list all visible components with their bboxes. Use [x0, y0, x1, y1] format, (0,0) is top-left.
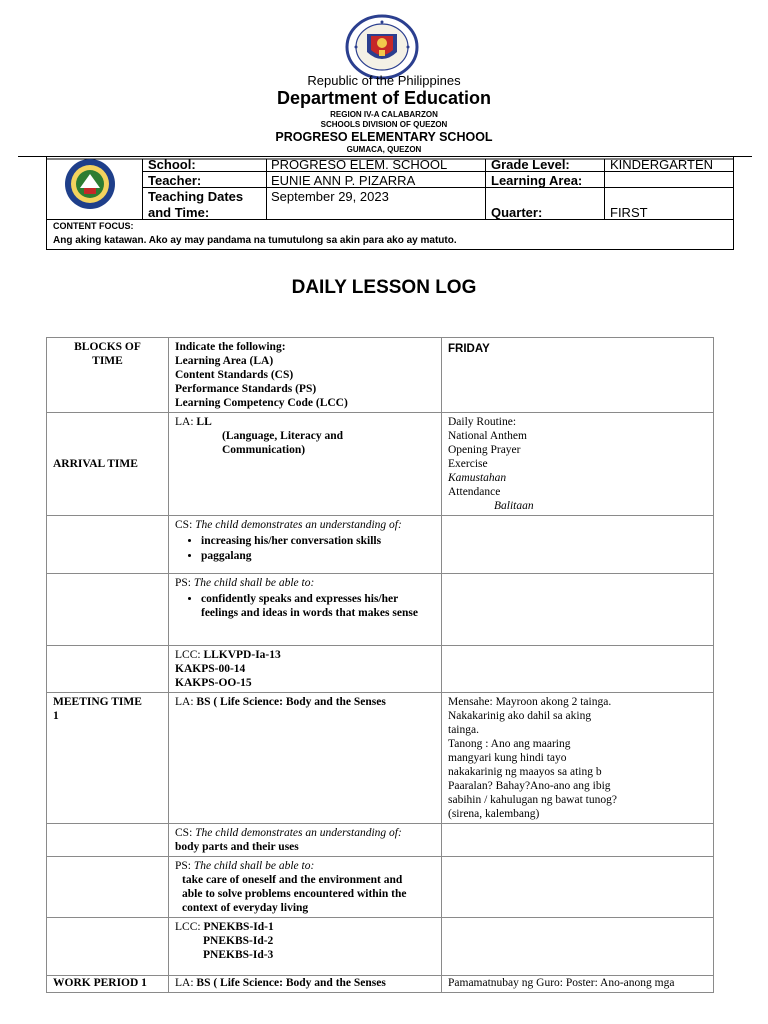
routine-item: Attendance	[448, 486, 501, 498]
routine-item: National Anthem	[448, 430, 527, 442]
blocks-of-time-header	[47, 338, 169, 413]
table-row	[47, 824, 714, 857]
ps-prefix: PS:	[175, 577, 194, 589]
table-row	[47, 693, 714, 824]
lcc-code: KAKPS-OO-15	[175, 677, 252, 689]
meeting-cs-cell	[169, 824, 442, 857]
arrival-ps-cell	[169, 574, 442, 646]
la-prefix: LA:	[175, 696, 197, 708]
la-name-line-1: (Language, Literacy and	[222, 430, 344, 442]
meeting-ps-cell	[169, 857, 442, 918]
empty-cell	[442, 824, 714, 857]
school-heading: PROGRESO ELEMENTARY SCHOOL	[275, 130, 493, 144]
ps-detail-line: context of everyday living	[182, 902, 309, 914]
meeting-lcc-cell	[169, 918, 442, 976]
indicate-line: Indicate the following:	[175, 341, 286, 353]
table-header-row	[47, 338, 714, 413]
content-focus-label: CONTENT FOCUS:	[53, 221, 134, 231]
blocks-header-line-1: BLOCKS OF	[74, 341, 141, 353]
arrival-friday-cell	[442, 413, 714, 516]
cs-legend: Content Standards (CS)	[175, 369, 294, 381]
empty-cell	[47, 918, 169, 976]
cs-list	[175, 534, 435, 563]
la-text: BS ( Life Science: Body and the Senses	[196, 977, 386, 989]
cs-detail: body parts and their uses	[175, 841, 299, 853]
table-row	[47, 918, 714, 976]
work-period-block: WORK PERIOD 1	[47, 976, 169, 993]
deped-seal-logo	[345, 14, 419, 80]
cs-line	[175, 518, 435, 532]
empty-cell	[47, 516, 169, 574]
page-title: DAILY LESSON LOG	[291, 277, 477, 298]
cs-text: The child demonstrates an understanding of:	[195, 827, 402, 839]
ps-detail-line: able to solve problems encountered within the	[182, 888, 407, 900]
teacher-value: EUNIE ANN P. PIZARRA	[271, 173, 416, 188]
routine-item: Daily Routine:	[448, 416, 517, 428]
la-code: LL	[196, 416, 212, 428]
arrival-la-line	[175, 415, 435, 429]
meeting-friday-cell	[442, 693, 714, 824]
table-row	[47, 857, 714, 918]
cs-prefix: CS:	[175, 827, 196, 839]
teaching-dates-label-2: and Time:	[148, 205, 210, 220]
message-line: tainga.	[448, 724, 479, 736]
routine-item: Exercise	[448, 458, 488, 470]
empty-cell	[442, 918, 714, 976]
school-value: PROGRESO ELEM. SCHOOL	[271, 157, 448, 172]
message-line: Mensahe: Mayroon akong 2 tainga.	[448, 696, 612, 708]
cs-line	[175, 826, 435, 840]
cs-prefix: CS:	[175, 519, 196, 531]
empty-cell	[442, 646, 714, 693]
table-row	[47, 516, 714, 574]
message-line: Nakakarinig ako dahil sa aking	[448, 710, 592, 722]
ps-prefix: PS:	[175, 860, 194, 872]
empty-cell	[47, 646, 169, 693]
table-row	[47, 646, 714, 693]
teaching-dates-value: September 29, 2023	[271, 189, 389, 204]
routine-item: Kamustahan	[448, 472, 507, 484]
message-line: (sirena, kalembang)	[448, 808, 540, 820]
school-label: School:	[148, 157, 196, 172]
ps-line	[175, 859, 435, 873]
message-line: sabihin / kahulugan ng bawat tunog?	[448, 794, 617, 806]
ps-text: The child shall be able to:	[193, 860, 315, 872]
quarter-value: FIRST	[610, 205, 648, 220]
message-line: Tanong : Ano ang maaring	[448, 738, 571, 750]
lcc-legend: Learning Competency Code (LCC)	[175, 397, 348, 409]
meeting-time-block	[47, 693, 169, 824]
empty-cell	[47, 574, 169, 646]
arrival-la-cell	[169, 413, 442, 516]
routine-item: Opening Prayer	[448, 444, 521, 456]
lcc-code: PNEKBS-Id-1	[203, 921, 274, 933]
learning-area-label: Learning Area:	[491, 173, 583, 188]
ps-detail-line: take care of oneself and the environment and	[182, 874, 403, 886]
lcc-prefix: LCC:	[175, 649, 204, 661]
empty-cell	[442, 857, 714, 918]
indicate-header	[169, 338, 442, 413]
division-heading: SCHOOLS DIVISION OF QUEZON	[320, 120, 448, 129]
table-row	[47, 413, 714, 516]
cs-text: The child demonstrates an understanding of:	[195, 519, 402, 531]
quarter-label: Quarter:	[491, 205, 543, 220]
table-row	[47, 574, 714, 646]
lcc-prefix: LCC:	[175, 921, 204, 933]
message-line: nakakarinig ng maayos sa ating b	[448, 766, 602, 778]
grade-level-label: Grade Level:	[491, 157, 570, 172]
blocks-header-line-2: TIME	[92, 355, 123, 367]
town-heading: GUMACA, QUEZON	[346, 145, 422, 154]
message-line: mangyari kung hindi tayo	[448, 752, 567, 764]
lesson-log-table	[46, 337, 714, 993]
region-heading: REGION IV-A CALABARZON	[330, 110, 438, 119]
la-prefix: LA:	[175, 977, 197, 989]
ps-list	[175, 592, 435, 620]
day-header: FRIDAY	[442, 338, 714, 413]
meeting-block-line-1: MEETING TIME	[53, 696, 142, 708]
la-name-line-2: Communication)	[222, 444, 306, 456]
teaching-dates-label-1: Teaching Dates	[148, 189, 244, 204]
lcc-code: PNEKBS-Id-3	[203, 949, 274, 961]
school-seal-logo	[63, 158, 117, 210]
grade-level-value: KINDERGARTEN	[610, 157, 714, 172]
list-item: • increasing his/her conversation skills	[201, 534, 435, 548]
list-item: • confidently speaks and expresses his/her feelings and ideas in words that makes sense	[201, 592, 435, 620]
content-focus-text: Ang aking katawan. Ako ay may pandama na tumutulong sa akin para ako ay matuto.	[53, 235, 457, 246]
lcc-line	[175, 920, 435, 934]
lcc-code: LLKVPD-Ia-13	[203, 649, 281, 661]
ps-text: The child shall be able to:	[193, 577, 315, 589]
republic-heading: Republic of the Philippines	[307, 73, 461, 88]
work-friday-cell: Pamamatnubay ng Guro: Poster: Ano-anong mga	[442, 976, 714, 993]
lcc-code: KAKPS-00-14	[175, 663, 246, 675]
arrival-cs-cell	[169, 516, 442, 574]
empty-cell	[47, 857, 169, 918]
meeting-la-cell	[169, 693, 442, 824]
ps-line	[175, 576, 435, 590]
table-row	[47, 976, 714, 993]
arrival-lcc-cell	[169, 646, 442, 693]
meeting-block-line-2: 1	[53, 710, 59, 722]
empty-cell	[442, 516, 714, 574]
work-la-cell	[169, 976, 442, 993]
arrival-time-block: ARRIVAL TIME	[47, 413, 169, 516]
la-text: BS ( Life Science: Body and the Senses	[196, 696, 386, 708]
department-heading: Department of Education	[276, 88, 491, 108]
list-item: • paggalang	[201, 549, 435, 563]
la-prefix: LA:	[175, 416, 197, 428]
empty-cell	[47, 824, 169, 857]
lcc-line	[175, 648, 435, 662]
meeting-la-line	[175, 695, 435, 709]
ps-legend: Performance Standards (PS)	[175, 383, 317, 395]
empty-cell	[442, 574, 714, 646]
lcc-code: PNEKBS-Id-2	[203, 935, 274, 947]
la-legend: Learning Area (LA)	[175, 355, 274, 367]
message-line: Paaralan? Bahay?Ano-ano ang ibig	[448, 780, 611, 792]
routine-item: Balitaan	[494, 500, 534, 512]
teacher-label: Teacher:	[148, 173, 202, 188]
